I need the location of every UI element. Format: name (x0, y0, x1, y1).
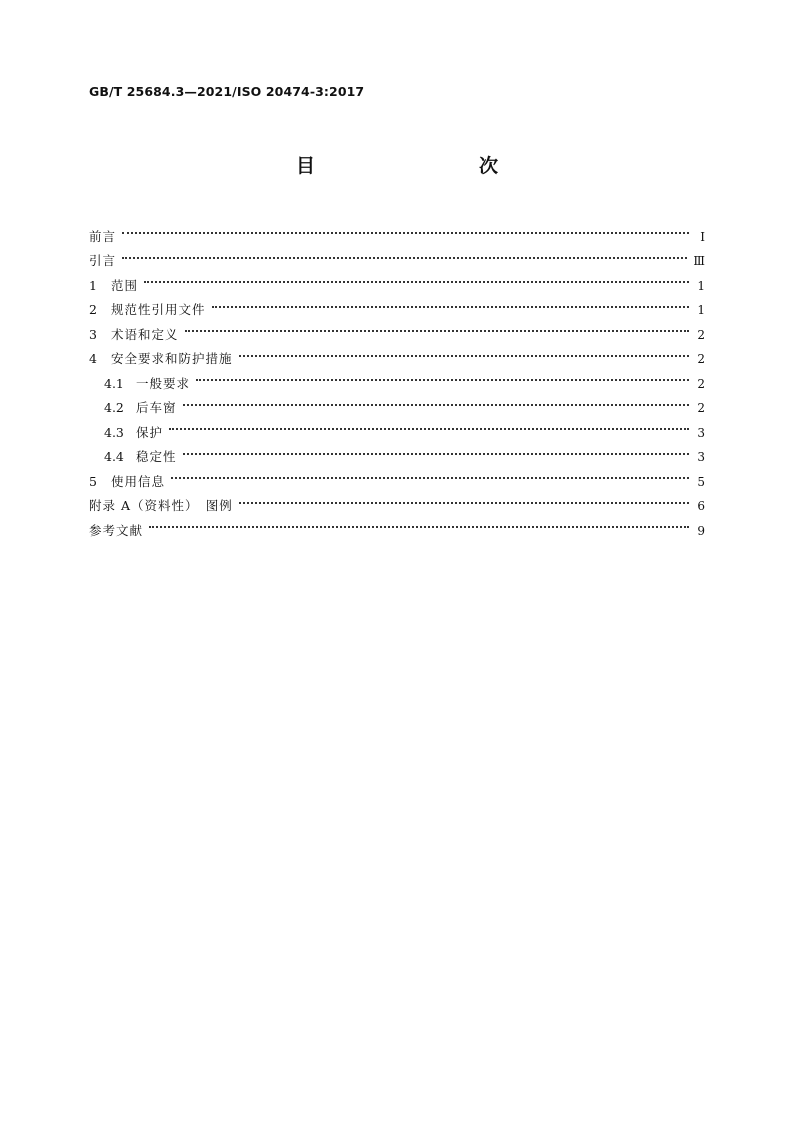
toc-entry-stability[interactable] (89, 437, 705, 462)
toc-entry-label: 参考文献 (89, 522, 144, 538)
toc-entry-page: Ⅲ (693, 254, 705, 268)
toc-entry-page: 5 (697, 474, 705, 489)
toc-entry-safety-requirements[interactable] (89, 339, 705, 364)
table-of-contents (89, 216, 705, 538)
toc-entry-label: 一般要求 (136, 375, 191, 391)
toc-entry-number: 1 (89, 277, 97, 293)
toc-entry-page: 2 (697, 352, 705, 366)
toc-entry-page: 1 (697, 278, 705, 293)
toc-entry-label: 范围 (111, 277, 139, 293)
toc-leader-dots (196, 363, 689, 388)
toc-entry-label: 保护 (136, 424, 164, 440)
toc-entry-label: 前言 (89, 228, 117, 244)
toc-leader-dots (149, 510, 689, 535)
toc-leader-dots (239, 339, 689, 364)
toc-entry-page: 3 (697, 450, 705, 464)
toc-leader-dots (183, 437, 689, 462)
toc-entry-scope[interactable] (89, 265, 705, 293)
toc-entry-page: Ⅰ (700, 229, 705, 244)
toc-entry-label: 使用信息 (111, 473, 166, 489)
toc-entry-page: 2 (697, 401, 705, 415)
toc-entry-introduction[interactable] (89, 241, 705, 266)
toc-entry-foreword[interactable] (89, 216, 705, 244)
toc-leader-dots (144, 265, 689, 290)
toc-entry-label: 引言 (89, 253, 117, 268)
toc-entry-page: 6 (697, 499, 705, 513)
toc-entry-number: 4.4 (104, 449, 124, 464)
toc-entry-label: 安全要求和防护措施 (111, 351, 233, 366)
toc-leader-dots (212, 290, 689, 315)
toc-entry-page: 1 (697, 303, 705, 317)
toc-leader-dots (169, 412, 689, 437)
toc-entry-bibliography[interactable] (89, 510, 705, 538)
document-code-header: GB/T 25684.3—2021/ISO 20474-3:2017 (89, 84, 365, 99)
toc-entry-number: 4.2 (104, 400, 124, 415)
toc-leader-dots (185, 314, 689, 339)
toc-leader-dots (183, 388, 689, 413)
toc-entry-label: 规范性引用文件 (111, 302, 206, 317)
toc-leader-dots (171, 461, 689, 486)
toc-entry-normative-references[interactable] (89, 290, 705, 315)
toc-leader-dots (122, 241, 687, 266)
toc-entry-number: 2 (89, 302, 97, 317)
toc-entry-page: 2 (697, 327, 705, 342)
toc-entry-number: 5 (89, 473, 97, 489)
toc-title: 目 次 (295, 155, 540, 177)
toc-entry-annex-a[interactable] (89, 486, 705, 511)
toc-entry-label: 稳定性 (136, 449, 177, 464)
toc-entry-information-for-use[interactable] (89, 461, 705, 489)
toc-entry-number: 4.1 (104, 375, 124, 391)
toc-entry-page: 9 (697, 523, 705, 538)
toc-entry-page: 2 (697, 376, 705, 391)
toc-entry-number: 4 (89, 351, 97, 366)
toc-entry-protection[interactable] (89, 412, 705, 440)
toc-entry-label: 附录 A（资料性） 图例 (89, 498, 233, 513)
toc-entry-number: 3 (89, 326, 97, 342)
toc-entry-number: 4.3 (104, 424, 124, 440)
toc-leader-dots (239, 486, 689, 511)
toc-leader-dots (122, 216, 689, 241)
toc-entry-page: 3 (697, 425, 705, 440)
toc-entry-label: 后车窗 (136, 400, 177, 415)
toc-entry-label: 术语和定义 (111, 326, 179, 342)
